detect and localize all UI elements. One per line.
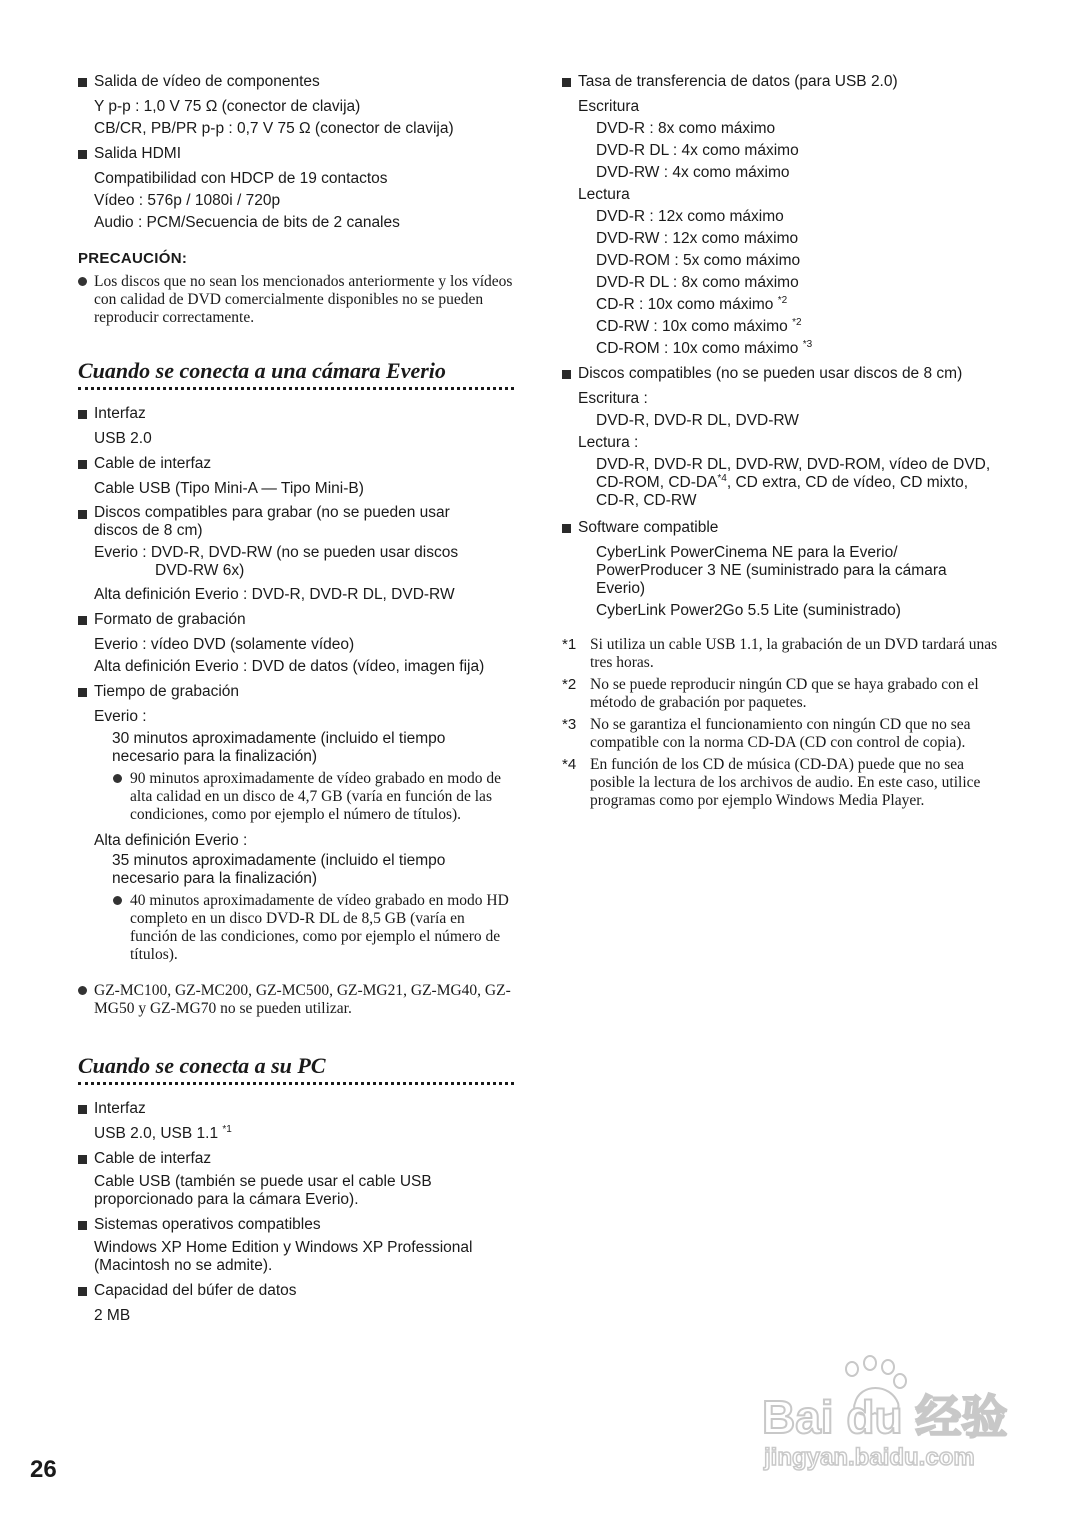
discs-write-label: Escritura : bbox=[578, 390, 648, 407]
discs-read-note: *4 bbox=[717, 473, 727, 484]
y-line: Y p-p : 1,0 V 75 Ω (conector de clavija) bbox=[94, 98, 361, 115]
footnote-text: En función de los CD de música (CD-DA) puede que no sea posible la lectura de los archivos de audio. En este caso, utilice programas como por ejemplo Windows Media Player. bbox=[590, 756, 981, 809]
interface-title: Interfaz bbox=[94, 405, 146, 422]
bullet-square-icon bbox=[78, 150, 87, 159]
transfer-read-cd: CD-R : 10x como máximo bbox=[596, 296, 774, 313]
pc-os-title: Sistemas operativos compatibles bbox=[94, 1216, 321, 1233]
transfer-write-item: DVD-R DL : 4x como máximo bbox=[596, 142, 799, 159]
pc-os-value: Windows XP Home Edition y Windows XP Professional (Macintosh no se admite). bbox=[94, 1239, 473, 1274]
software-section bbox=[562, 518, 1002, 622]
footnotes bbox=[562, 636, 1002, 810]
pc-cable-title: Cable de interfaz bbox=[94, 1150, 212, 1167]
discs-read-b: , CD extra, CD de vídeo, CD mixto, CD-R, CD-RW bbox=[596, 474, 969, 509]
transfer-read-item: DVD-RW : 12x como máximo bbox=[596, 230, 799, 247]
transfer-read-cd-note: *2 bbox=[792, 317, 802, 328]
transfer-read-cd: CD-ROM : 10x como máximo bbox=[596, 340, 799, 357]
caution-title: PRECAUCIÓN: bbox=[78, 250, 188, 267]
dotted-rule bbox=[78, 387, 514, 390]
footnote-text: No se puede reproducir ningún CD que se haya grabado con el método de grabación por paquetes. bbox=[590, 676, 979, 711]
footnote-item bbox=[562, 636, 1002, 672]
bullet-square-icon bbox=[78, 616, 87, 625]
bullet-square-icon bbox=[562, 78, 571, 87]
bullet-square-icon bbox=[78, 1155, 87, 1164]
discs-read-label: Lectura : bbox=[578, 434, 639, 451]
time-hd-bullet: 40 minutos aproximadamente de vídeo grabado en modo HD completo en un disco DVD-R DL de 8,5 GB (varía en función de las condiciones, como por ejemplo el número de títulos). bbox=[130, 892, 509, 963]
transfer-read-cd-note: *2 bbox=[777, 295, 788, 306]
hdmi-line: Audio : PCM/Secuencia de bits de 2 canales bbox=[94, 214, 400, 231]
pc-heading: Cuando se conecta a su PC bbox=[78, 1053, 326, 1078]
models-note: GZ-MC100, GZ-MC200, GZ-MC500, GZ-MG21, GZ-MG40, GZ-MG50 y GZ-MG70 no se pueden utilizar. bbox=[94, 982, 511, 1017]
discs-section bbox=[562, 364, 1002, 510]
pc-interface-note: *1 bbox=[222, 1124, 232, 1135]
software-title: Software compatible bbox=[578, 519, 719, 536]
everio-section bbox=[78, 357, 518, 1018]
transfer-read-item: DVD-ROM : 5x como máximo bbox=[596, 252, 801, 269]
cb-line: CB/CR, PB/PR p-p : 0,7 V 75 Ω (conector de clavija) bbox=[94, 120, 454, 137]
discs-everio: Everio : DVD-R, DVD-RW (no se pueden usar discos bbox=[94, 544, 459, 561]
bullet-dot-icon bbox=[113, 896, 122, 905]
footnote-mark: *4 bbox=[562, 756, 577, 773]
format-everio: Everio : vídeo DVD (solamente vídeo) bbox=[94, 636, 355, 653]
bullet-square-icon bbox=[78, 410, 87, 419]
bullet-square-icon bbox=[78, 1105, 87, 1114]
hdmi-line: Compatibilidad con HDCP de 19 contactos bbox=[94, 170, 388, 187]
time-hd-label: Alta definición Everio : bbox=[94, 832, 248, 849]
format-hd: Alta definición Everio : DVD de datos (vídeo, imagen fija) bbox=[94, 658, 485, 675]
baidu-paw-icon bbox=[760, 1355, 1020, 1480]
discs-write: DVD-R, DVD-R DL, DVD-RW bbox=[596, 412, 799, 429]
hdmi-section bbox=[78, 144, 518, 234]
time-everio-label: Everio : bbox=[94, 708, 147, 725]
pc-interface-value: USB 2.0, USB 1.1 bbox=[94, 1125, 219, 1142]
time-title: Tiempo de grabación bbox=[94, 683, 240, 700]
caution-section bbox=[78, 250, 518, 327]
transfer-write-item: DVD-R : 8x como máximo bbox=[596, 120, 776, 137]
bullet-square-icon bbox=[78, 688, 87, 697]
baidu-watermark bbox=[760, 1355, 1020, 1480]
bullet-square-icon bbox=[78, 78, 87, 87]
software-line2: CyberLink Power2Go 5.5 Lite (suministrado) bbox=[596, 602, 901, 619]
dotted-rule bbox=[78, 1082, 514, 1085]
bullet-dot-icon bbox=[78, 277, 87, 286]
bullet-square-icon bbox=[78, 1221, 87, 1230]
watermark-url: jingyan.baidu.com bbox=[764, 1444, 975, 1471]
everio-heading: Cuando se conecta a una cámara Everio bbox=[78, 358, 446, 383]
bullet-square-icon bbox=[78, 460, 87, 469]
transfer-title: Tasa de transferencia de datos (para USB 2.0) bbox=[578, 73, 898, 90]
bullet-dot-icon bbox=[78, 986, 87, 995]
discs-read-a: DVD-R, DVD-R DL, DVD-RW, DVD-ROM, vídeo de DVD, CD-ROM, CD-DA bbox=[596, 456, 991, 491]
transfer-read-label: Lectura bbox=[578, 186, 630, 203]
pc-buffer-title: Capacidad del búfer de datos bbox=[94, 1282, 297, 1299]
interface-value: USB 2.0 bbox=[94, 430, 152, 447]
cable-title: Cable de interfaz bbox=[94, 455, 212, 472]
video-components-title: Salida de vídeo de componentes bbox=[94, 73, 320, 90]
software-line1: CyberLink PowerCinema NE para la Everio/ PowerProducer 3 NE (suministrado para la cámara Everio) bbox=[596, 544, 947, 597]
pc-section bbox=[78, 1052, 518, 1327]
bullet-square-icon bbox=[562, 370, 571, 379]
footnote-item bbox=[562, 756, 1002, 810]
pc-buffer-value: 2 MB bbox=[94, 1307, 131, 1324]
caution-text: Los discos que no sean los mencionados anteriormente y los vídeos con calidad de DVD comercialmente disponibles no se pueden reproducir correctamente. bbox=[94, 273, 513, 326]
format-title: Formato de grabación bbox=[94, 611, 246, 628]
footnote-item bbox=[562, 716, 1002, 752]
discs-hd: Alta definición Everio : DVD-R, DVD-R DL, DVD-RW bbox=[94, 586, 455, 603]
transfer-section bbox=[562, 72, 1002, 360]
discs-title: Discos compatibles (no se pueden usar discos de 8 cm) bbox=[578, 365, 963, 382]
pc-cable-value: Cable USB (también se puede usar el cable USB proporcionado para la cámara Everio). bbox=[94, 1173, 432, 1208]
footnote-mark: *1 bbox=[562, 636, 577, 653]
footnote-text: No se garantiza el funcionamiento con ningún CD que no sea compatible con la norma CD-DA (CD con control de copia). bbox=[590, 716, 971, 751]
pc-interface-title: Interfaz bbox=[94, 1100, 146, 1117]
time-hd-text: 35 minutos aproximadamente (incluido el tiempo necesario para la finalización) bbox=[112, 852, 446, 887]
footnote-text: Si utiliza un cable USB 1.1, la grabación de un DVD tardará unas tres horas. bbox=[590, 636, 998, 671]
bullet-square-icon bbox=[562, 524, 571, 533]
transfer-read-cd: CD-RW : 10x como máximo bbox=[596, 318, 788, 335]
video-components-section bbox=[78, 72, 518, 140]
footnote-mark: *2 bbox=[562, 676, 577, 693]
transfer-write-item: DVD-RW : 4x como máximo bbox=[596, 164, 790, 181]
left-column bbox=[78, 70, 518, 1327]
page-number: 26 bbox=[30, 1456, 57, 1483]
cable-value: Cable USB (Tipo Mini-A — Tipo Mini-B) bbox=[94, 480, 364, 497]
discs-title: Discos compatibles para grabar (no se pueden usar discos de 8 cm) bbox=[94, 504, 450, 539]
time-everio-text: 30 minutos aproximadamente (incluido el tiempo necesario para la finalización) bbox=[112, 730, 446, 765]
transfer-read-cd-note: *3 bbox=[802, 339, 813, 350]
time-everio-bullet: 90 minutos aproximadamente de vídeo grabado en modo de alta calidad en un disco de 4,7 GB (varía en función de las condiciones, como por ejemplo el número de títulos). bbox=[130, 770, 502, 823]
right-column bbox=[562, 70, 1002, 810]
hdmi-title: Salida HDMI bbox=[94, 145, 181, 162]
hdmi-line: Vídeo : 576p / 1080i / 720p bbox=[94, 192, 281, 209]
bullet-dot-icon bbox=[113, 774, 122, 783]
transfer-read-item: DVD-R DL : 8x como máximo bbox=[596, 274, 799, 291]
transfer-read-item: DVD-R : 12x como máximo bbox=[596, 208, 784, 225]
footnote-item bbox=[562, 676, 1002, 712]
bullet-square-icon bbox=[78, 510, 87, 519]
bullet-square-icon bbox=[78, 1287, 87, 1296]
footnote-mark: *3 bbox=[562, 716, 577, 733]
discs-everio-cont: DVD-RW 6x) bbox=[155, 562, 245, 579]
transfer-write-label: Escritura bbox=[578, 98, 640, 115]
watermark-brand: Bai du 经验 bbox=[762, 1391, 1008, 1443]
